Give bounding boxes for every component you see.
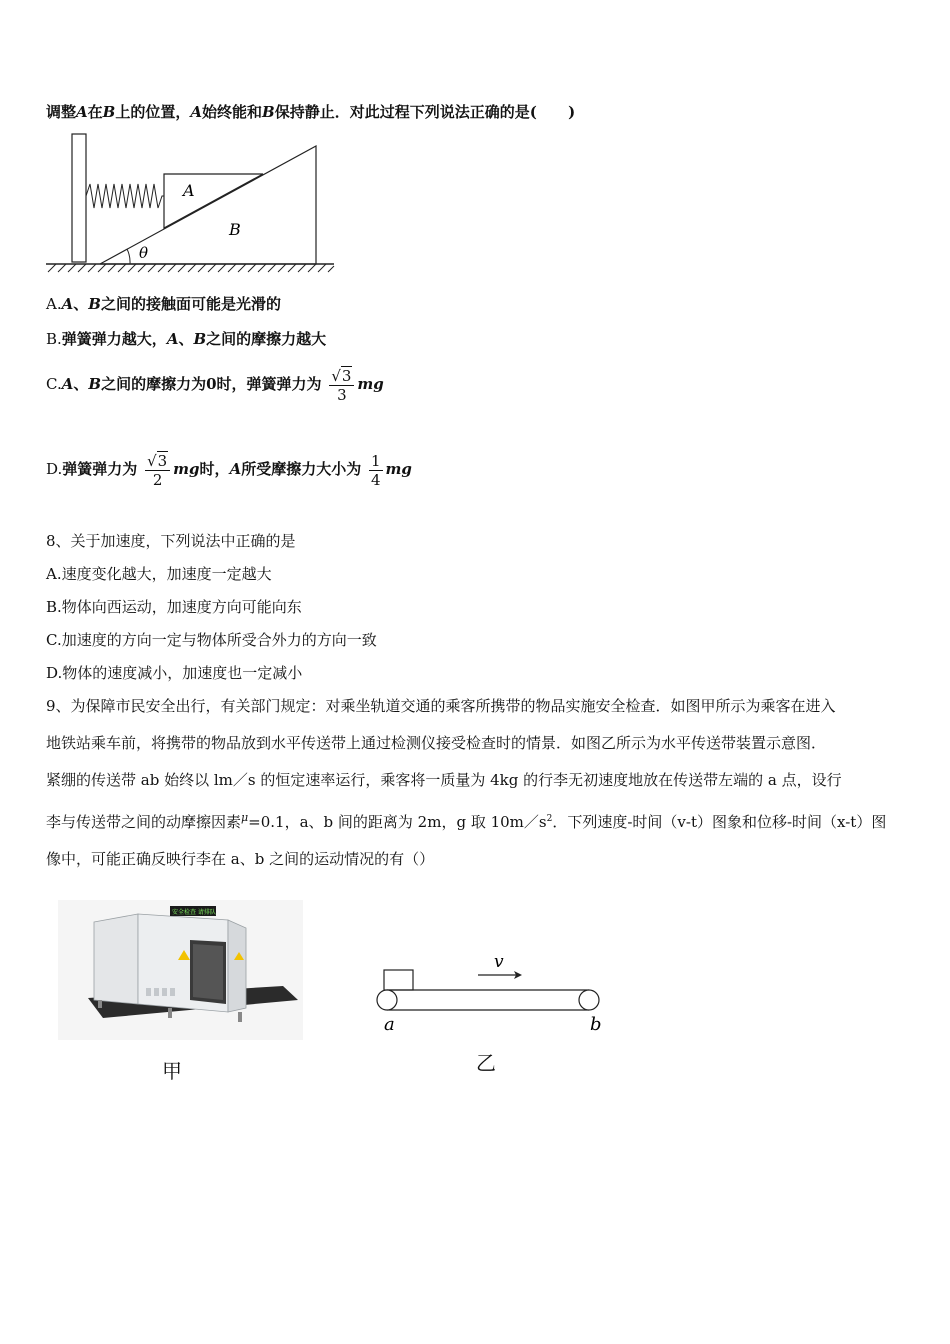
q7-stem-var-b2: B	[262, 103, 275, 121]
q7-stem	[46, 102, 575, 122]
q8-option-a[interactable]: A.速度变化越大，加速度一定越大	[46, 565, 272, 583]
wall	[72, 134, 86, 262]
opt-c-unit: mg	[357, 375, 384, 393]
opt-c-fraction	[329, 367, 354, 404]
opt-b-var-b: B	[193, 330, 207, 348]
opt-b-prefix: B.	[46, 330, 62, 348]
q7-stem-var-a: A	[76, 103, 88, 121]
opt-b-text-2: 之间的摩擦力越大	[206, 330, 327, 348]
q8-option-d[interactable]: D.物体的速度减小，加速度也一定减小	[46, 664, 303, 682]
led-display-text: 安全检查 请排队	[172, 909, 216, 916]
opt-d-text: 弹簧弹力为	[62, 460, 138, 478]
opt-c-sep: 、	[73, 375, 89, 393]
opt-b-sep: 、	[178, 330, 194, 348]
q9-line-4-a: 李与传送带之间的动摩擦因素	[46, 813, 242, 831]
xray-machine-image	[58, 900, 303, 1040]
opt-c-prefix: C.	[46, 375, 62, 393]
opt-c-var-a: A	[61, 375, 74, 393]
opt-d-unit: mg	[173, 460, 200, 478]
opt-d-frac2-num: 1	[371, 451, 381, 470]
opt-b-text-1: 弹簧弹力越大，	[61, 330, 167, 348]
opt-d-text-2: 时，	[199, 460, 230, 478]
opt-c-text-2: 时，弹簧弹力为	[216, 375, 322, 393]
q7-stem-blank: )	[536, 103, 576, 121]
machine-foot	[238, 1012, 242, 1022]
opt-d-fraction-1	[145, 452, 170, 489]
opt-a-var-a: A	[61, 295, 74, 313]
label-b-point: b	[590, 1014, 602, 1035]
opt-a-sep: 、	[73, 295, 89, 313]
q7-stem-var-a2: A	[190, 103, 203, 121]
sqrt-icon: √3	[147, 451, 168, 470]
q8-option-c[interactable]: C.加速度的方向一定与物体所受合外力的方向一致	[46, 631, 377, 649]
q7-option-b[interactable]	[46, 329, 326, 349]
q9-line-3: 紧绷的传送带 ab 始终以 lm／s 的恒定速率运行，乘客将一质量为 4kg 的行李无初速度地放在传送带左端的 a 点，设行	[46, 771, 842, 789]
opt-d-prefix: D.	[46, 460, 63, 478]
machine-foot	[168, 1008, 172, 1018]
opt-a-text: 之间的接触面可能是光滑的	[100, 295, 281, 313]
q7-stem-text-4: 始终能和	[202, 103, 263, 121]
q9-stem	[46, 688, 908, 878]
spring	[86, 184, 164, 208]
q9-line-2: 地铁站乘车前，将携带的物品放到水平传送带上通过检测仪接受检查时的情景．如图乙所示为水平传送带装置示意图．	[46, 734, 827, 752]
opt-b-var-a: A	[166, 330, 179, 348]
label-v: v	[494, 952, 504, 972]
label-a: A	[183, 181, 195, 200]
ground-hatch	[48, 264, 334, 272]
q8-option-b[interactable]: B.物体向西运动，加速度方向可能向东	[46, 598, 302, 616]
q7-stem-text-3: 上的位置，	[115, 103, 191, 121]
opt-c-text: 之间的摩擦力为	[101, 375, 207, 393]
q7-stem-text-5: 保持静止．对此过程下列说法正确的是(	[274, 103, 537, 121]
q9-mu: μ	[241, 811, 249, 824]
opt-c-zero: 0	[206, 375, 217, 393]
opt-d-frac-num: 3	[157, 451, 168, 470]
q7-stem-var-b: B	[102, 103, 116, 121]
q9-line-4-c: ．下列速度-时间（v-t）图象和位移-时间（x-t）图	[552, 813, 887, 831]
q7-option-d[interactable]	[46, 449, 412, 489]
block-a	[164, 174, 263, 228]
q8-stem: 8、关于加速度，下列说法中正确的是	[46, 532, 296, 550]
opt-c-var-b: B	[88, 375, 102, 393]
caption-jia: 甲	[162, 1059, 182, 1083]
conveyor-diagram	[370, 948, 610, 1038]
label-a-point: a	[384, 1014, 395, 1035]
caption-yi: 乙	[476, 1051, 496, 1075]
wedge-b	[100, 146, 316, 264]
q7-option-c[interactable]	[46, 364, 384, 404]
q7-option-a[interactable]	[46, 294, 281, 314]
q9-line-1: 9、为保障市民安全出行，有关部门规定：对乘坐轨道交通的乘客所携带的物品实施安全检查．如图甲所示为乘客在进入	[46, 697, 836, 715]
sqrt-icon: √3	[331, 366, 352, 385]
opt-a-var-b: B	[88, 295, 101, 313]
q7-stem-text-1: 调整	[46, 103, 77, 121]
machine-right-side	[228, 920, 246, 1012]
opt-d-frac2-den: 4	[371, 470, 381, 489]
opt-a-prefix: A.	[46, 295, 62, 313]
opt-c-frac-den: 3	[337, 385, 347, 404]
label-theta: θ	[139, 244, 149, 262]
opt-c-frac-num: 3	[341, 366, 352, 385]
q9-sup: 2	[546, 814, 553, 824]
tunnel-inner	[193, 944, 223, 1000]
opt-d-fraction-2	[369, 452, 383, 489]
machine-foot	[98, 1000, 102, 1008]
machine-left-panel	[94, 914, 138, 1004]
opt-d-text-3: 所受摩擦力大小为	[241, 460, 362, 478]
q9-line-4	[46, 799, 908, 841]
pulley-a	[377, 990, 397, 1010]
pulley-b	[579, 990, 599, 1010]
q9-line-4-b: =0.1，a、b 间的距离为 2m，g 取 10m／s	[248, 813, 547, 831]
label-b: B	[229, 220, 241, 239]
q7-figure	[44, 130, 339, 275]
opt-d-unit-2: mg	[385, 460, 412, 478]
opt-d-var-a: A	[229, 460, 242, 478]
opt-d-frac-den: 2	[152, 470, 163, 489]
q7-stem-text-2: 在	[87, 103, 103, 121]
angle-arc	[127, 249, 130, 264]
luggage-block	[384, 970, 413, 990]
q9-line-5: 像中，可能正确反映行李在 a、b 之间的运动情况的有（）	[46, 850, 435, 868]
